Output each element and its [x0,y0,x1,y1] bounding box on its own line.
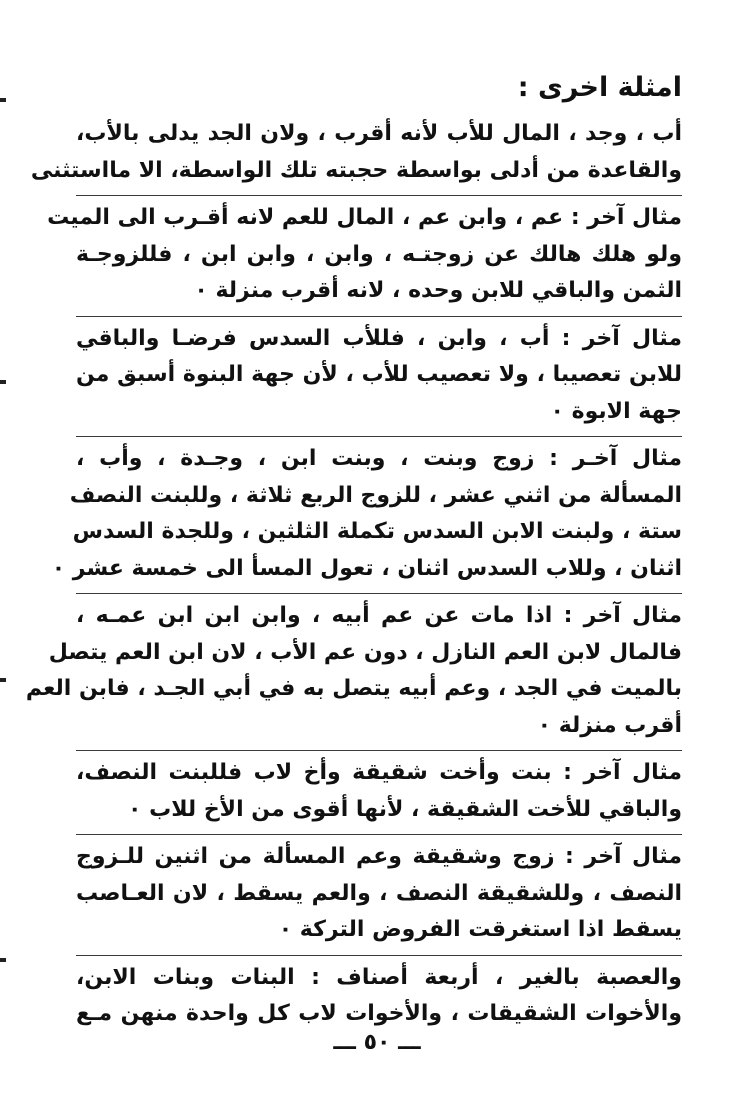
paragraph [47,195,682,310]
text-line: الثمن والباقي للابن وحده ، لانه أقرب منزلة ٠ [194,278,682,303]
scan-edge-mark [0,958,6,962]
text-line: والباقي للأخت الشقيقة ، لأنها أقوى من الأخ للاب ٠ [128,796,682,822]
text-line: بالميت في الجد ، وعم أبيه يتصل به في أبي الجـد ، فابن العم [25,676,682,701]
text-line: مثال آخر : اذا مات عن عم أبيه ، وابن ابن ابن عمـه ، [76,603,682,628]
text-line: النصف ، وللشقيقة النصف ، والعم يسقط ، لان العـاصب [76,880,682,906]
text-line: المسألة من اثني عشر ، للزوج الربع ثلاثة ، وللبنت النصف [69,482,682,508]
text-line: ستة ، ولبنت الابن السدس تكملة الثلثين ، وللجدة السدس [72,519,682,544]
text-line: جهة الابوة ٠ [550,398,682,424]
paragraph [76,316,682,431]
paragraph [76,750,682,828]
page-body [25,116,682,1039]
text-line: والعصبة بالغير ، أربعة أصناف : البنات وبنات الابن، [76,964,682,990]
text-line: أب ، وجد ، المال للأب لأنه أقرب ، ولان الجد يدلى بالأب، [76,121,682,146]
text-line: يسقط اذا استغرقت الفروض التركة ٠ [278,917,682,942]
text-line: مثال آخـر : زوج وبنت ، وبنت ابن ، وجـدة ، وأب ، [76,446,682,471]
text-line: مثال آخر : أب ، وابن ، فللأب السدس فرضـا والباقي [76,325,682,351]
scan-edge-mark [0,380,6,384]
text-line: مثال آخر : عم ، وابن عم ، المال للعم لانه أقـرب الى الميت [47,205,682,230]
paragraph [76,955,682,1033]
scan-edge-mark [0,678,6,682]
text-line: والقاعدة من أدلى بواسطة حجبته تلك الواسطة، الا مااستثنى [30,157,682,183]
paragraph [51,436,682,587]
scan-edge-mark [0,98,6,102]
text-line: والأخوات الشقيقات ، والأخوات لاب كل واحدة منهن مـع [76,1001,682,1026]
page-number: ـــ ٥٠ ـــ [333,1030,421,1055]
paragraph [76,834,682,949]
text-line: فالمال لابن العم النازل ، دون عم الأب ، لان ابن العم يتصل [48,639,682,665]
text-line: ولو هلك هالك عن زوجتـه ، وابن ، وابن ابن ، فللزوجـة [76,241,682,267]
text-line: اثنان ، وللاب السدس اثنان ، تعول المسأ الى خمسة عشر ٠ [51,555,682,581]
paragraph [30,116,682,189]
text-line: مثال آخر : زوج وشقيقة وعم المسألة من اثنين للـزوج [76,844,682,869]
paragraph [25,593,682,744]
section-heading: امثلة اخرى : [517,72,682,103]
text-line: مثال آخر : بنت وأخت شقيقة وأخ لاب فللبنت النصف، [76,760,682,785]
text-line: أقرب منزلة ٠ [537,712,682,738]
text-line: للابن تعصيبا ، ولا تعصيب للأب ، لأن جهة البنوة أسبق من [76,362,682,387]
